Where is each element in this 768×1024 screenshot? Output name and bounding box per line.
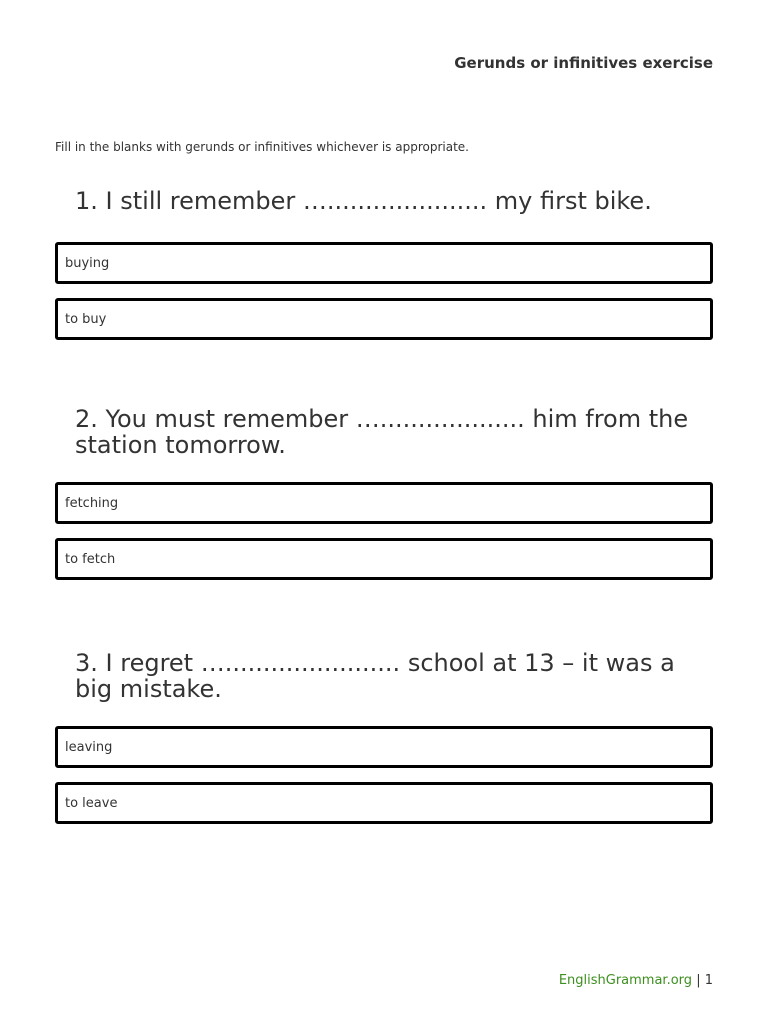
question-2 [55,406,713,580]
question-2-option-b[interactable]: to fetch [55,538,713,580]
question-2-text: 2. You must remember …................... him from the station tomorrow. [75,405,689,459]
question-2-option-a[interactable]: fetching [55,482,713,524]
footer-brand-link[interactable]: EnglishGrammar.org [558,973,693,988]
question-3-option-b[interactable]: to leave [55,782,713,824]
question-3 [55,650,713,824]
page-title: Gerunds or infinitives exercise [454,54,713,72]
footer [559,973,713,988]
question-1-option-b[interactable]: to buy [55,298,713,340]
question-1-text: 1. I still remember …..................... my first bike. [75,187,652,215]
footer-separator: | [696,973,701,988]
instructions: Fill in the blanks with gerunds or infinitives whichever is appropriate. [55,140,469,154]
question-3-text: 3. I regret …....................... school at 13 – it was a big mistake. [75,649,675,703]
question-1 [55,188,713,340]
question-3-option-a[interactable]: leaving [55,726,713,768]
question-1-option-a[interactable]: buying [55,242,713,284]
page-number: 1 [704,973,713,988]
